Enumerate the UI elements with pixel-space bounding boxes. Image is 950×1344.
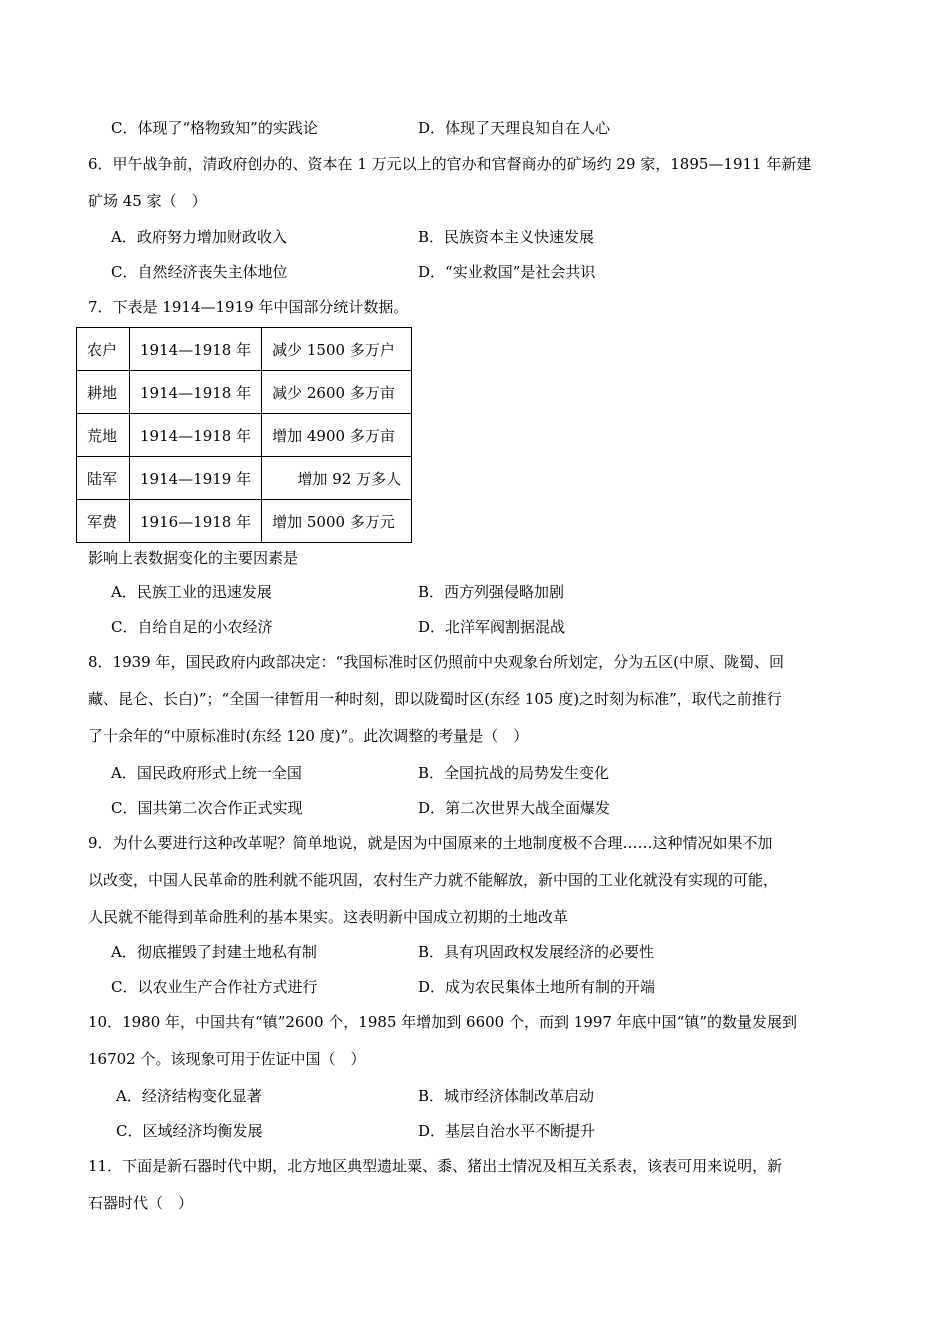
q9-stem-line-2: 以改变，中国人民革命的胜利就不能巩固，农村生产力就不能解放，新中国的工业化就没有实现的可能，	[88, 871, 779, 889]
q8-option-c: C．国共第二次合作正式实现	[111, 799, 303, 817]
table-cell: 耕地	[77, 371, 130, 414]
q6-option-b: B．民族资本主义快速发展	[418, 228, 595, 246]
q5-option-d: D．体现了天理良知自在人心	[418, 119, 611, 137]
table-cell: 军费	[77, 500, 130, 543]
table-row	[77, 500, 412, 543]
q9-option-a: A．彻底摧毁了封建土地私有制	[111, 943, 317, 961]
q7-option-c: C．自给自足的小农经济	[111, 618, 273, 636]
q11-stem-line-2: 石器时代（ ）	[88, 1194, 194, 1212]
table-cell: 1914—1918 年	[130, 414, 262, 457]
table-cell: 减少 1500 多万户	[262, 328, 412, 371]
table-row	[77, 457, 412, 500]
q9-option-d: D．成为农民集体土地所有制的开端	[418, 978, 656, 996]
table-cell: 增加 5000 多万元	[262, 500, 412, 543]
table-cell: 陆军	[77, 457, 130, 500]
q6-option-a: A．政府努力增加财政收入	[111, 228, 287, 246]
table-row	[77, 328, 412, 371]
q7-option-a: A．民族工业的迅速发展	[111, 583, 272, 601]
q8-option-d: D．第二次世界大战全面爆发	[418, 799, 611, 817]
q9-option-c: C．以农业生产合作社方式进行	[111, 978, 318, 996]
table-cell: 1914—1919 年	[130, 457, 262, 500]
q5-option-c: C．体现了“格物致知”的实践论	[111, 119, 318, 137]
q6-stem-line-1: 6．甲午战争前，清政府创办的、资本在 1 万元以上的官办和官督商办的矿场约 29 家，1895—1911 年新建	[88, 155, 812, 173]
statistics-table	[76, 327, 412, 543]
table-cell: 1916—1918 年	[130, 500, 262, 543]
q7-stem: 7．下表是 1914—1919 年中国部分统计数据。	[88, 298, 409, 316]
q8-option-a: A．国民政府形式上统一全国	[111, 764, 302, 782]
table-cell: 减少 2600 多万亩	[262, 371, 412, 414]
q10-option-b: B．城市经济体制改革启动	[418, 1087, 595, 1105]
q8-option-b: B．全国抗战的局势发生变化	[418, 764, 610, 782]
q9-stem-line-3: 人民就不能得到革命胜利的基本果实。这表明新中国成立初期的土地改革	[88, 908, 569, 926]
q6-option-c: C．自然经济丧失主体地位	[111, 263, 288, 281]
q7-option-b: B．西方列强侵略加剧	[418, 583, 565, 601]
q9-option-b: B．具有巩固政权发展经济的必要性	[418, 943, 655, 961]
table-cell: 增加 92 万多人	[262, 457, 412, 500]
table-cell: 农户	[77, 328, 130, 371]
q6-option-d: D．“实业救国”是社会共识	[418, 263, 596, 281]
q7-after-table: 影响上表数据变化的主要因素是	[88, 549, 299, 567]
table-cell: 1914—1918 年	[130, 328, 262, 371]
table-row	[77, 414, 412, 457]
q10-stem-line-1: 10．1980 年，中国共有“镇”2600 个，1985 年增加到 6600 个，而到 1997 年底中国“镇”的数量发展到	[88, 1013, 798, 1031]
table-cell: 荒地	[77, 414, 130, 457]
q8-stem-line-1: 8．1939 年，国民政府内政部决定：“我国标准时区仍照前中央观象台所划定，分为五区(中原、陇蜀、回	[88, 653, 785, 671]
table-cell: 1914—1918 年	[130, 371, 262, 414]
q9-stem-line-1: 9．为什么要进行这种改革呢？简单地说，就是因为中国原来的土地制度极不合理……这种情况如果不加	[88, 834, 773, 852]
q6-stem-line-2: 矿场 45 家（ ）	[88, 192, 207, 210]
q8-stem-line-3: 了十余年的“中原标准时(东经 120 度)”。此次调整的考量是（ ）	[88, 727, 529, 745]
table-cell: 增加 4900 多万亩	[262, 414, 412, 457]
q11-stem-line-1: 11．下面是新石器时代中期，北方地区典型遗址粟、黍、猪出土情况及相互关系表，该表可用来说明，新	[88, 1157, 783, 1175]
q7-option-d: D．北洋军阀割据混战	[418, 618, 566, 636]
q10-option-c: C．区域经济均衡发展	[116, 1122, 263, 1140]
table-row	[77, 371, 412, 414]
q8-stem-line-2: 藏、昆仑、长白)”；“全国一律暂用一种时刻，即以陇蜀时区(东经 105 度)之时刻为标准”，取代之前推行	[88, 690, 782, 708]
q10-option-a: A．经济结构变化显著	[116, 1087, 262, 1105]
q10-stem-line-2: 16702 个。该现象可用于佐证中国（ ）	[88, 1050, 366, 1068]
q10-option-d: D．基层自治水平不断提升	[418, 1122, 596, 1140]
